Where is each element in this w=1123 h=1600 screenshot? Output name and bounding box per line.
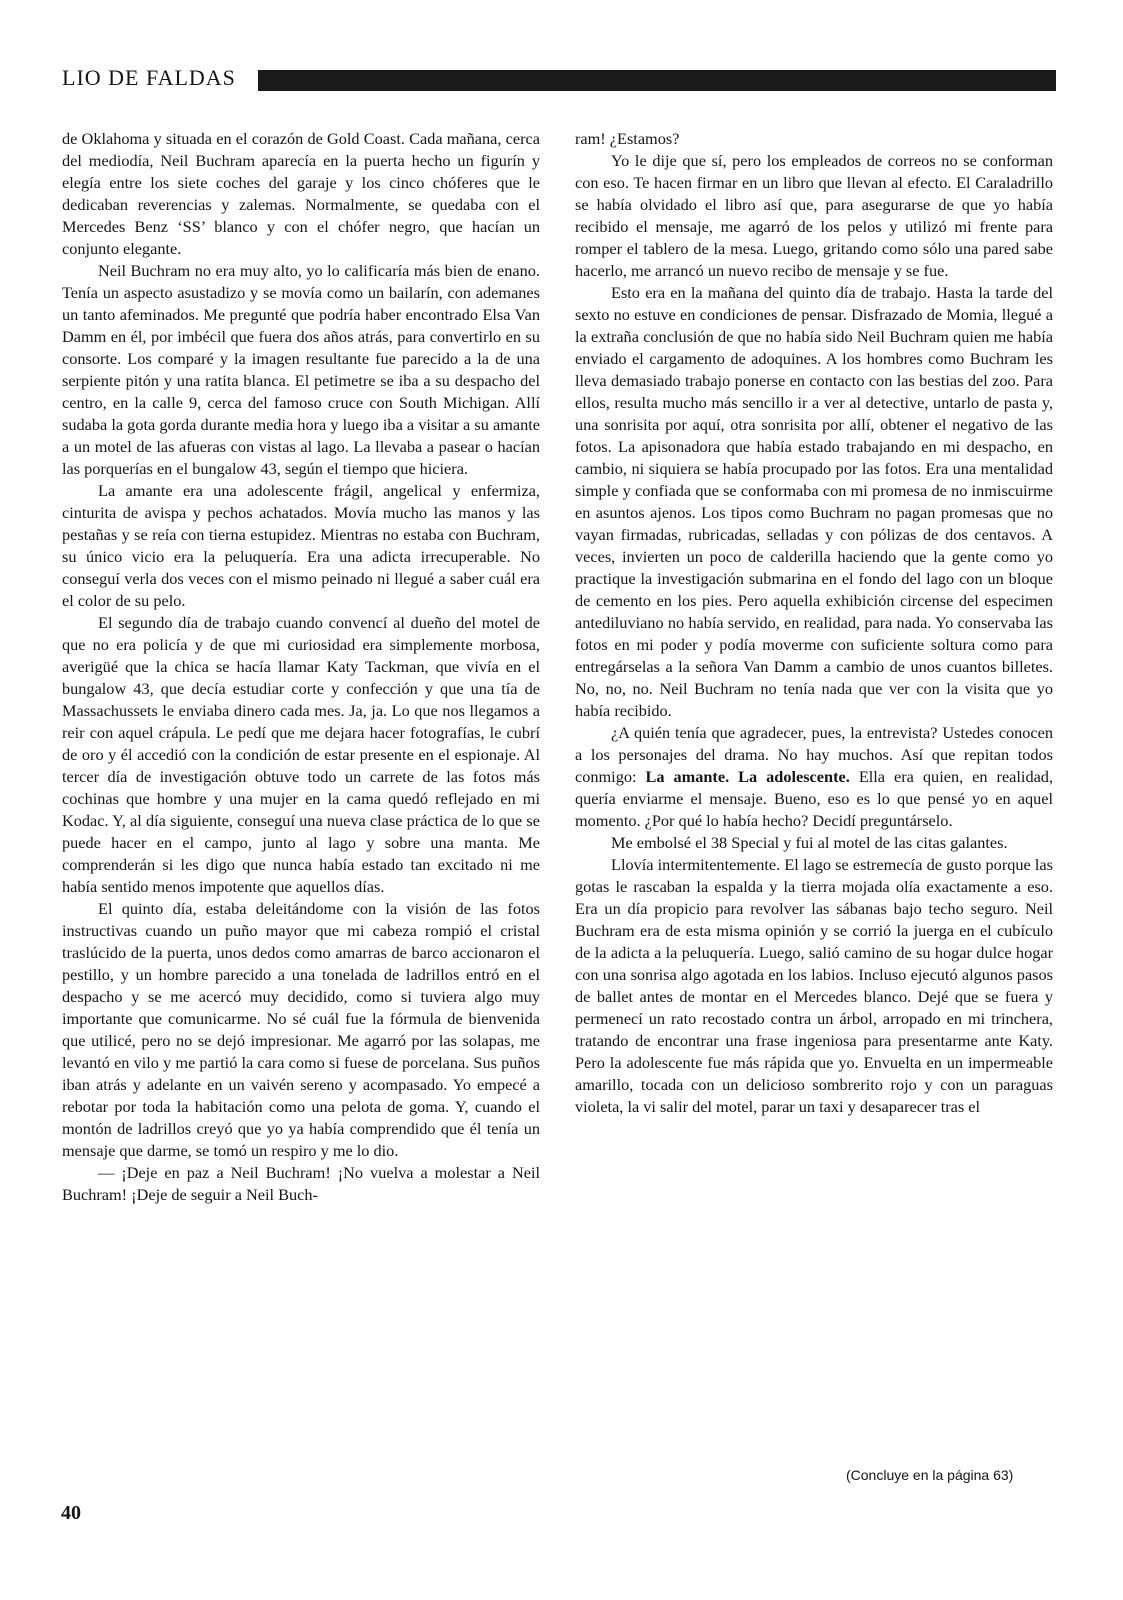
paragraph: Esto era en la mañana del quinto día de trabajo. Hasta la tarde del sexto no estuve en condiciones de pensar. Disfrazado de Momia, llegué a la extraña conclusión de que no había sido Neil Buchram quien me había enviado el cargamento de adoquines. A los hombres como Buchram les lleva demasiado trabajo ponerse en contacto con las bestias del zoo. Para ellos, resulta mucho más sencillo ir a ver al detective, untarlo de pasta y, una sonrisita por aquí, otra sonrisita por allí, obtener el negativo de las fotos. La apisonadora que había estado trabajando en mi despacho, en cambio, ni siquiera se había procupado por las fotos. Era una mentalidad simple y confiada que se conformaba con mi promesa de no inmiscuirme en asuntos ajenos. Los tipos como Buchram no pagan promesas que no vayan firmadas, rubricadas, selladas y con pólizas de dos centavos. A veces, invierten un poco de calderilla haciendo que la gente como yo practique la investigación submarina en el fondo del lago con un bloque de cemento en los pies. Pero aquella exhibición circense del especimen antediluviano no había servido, en realidad, para nada. Yo conservaba las fotos en mi poder y podía moverme con suficiente soltura como para entregárselas a la señora Van Damm a cambio de unos cuantos billetes. No, no, no. Neil Buchram no tenía nada que ver con la visita que yo había recibido. xyxy=(575,283,1053,720)
running-header xyxy=(62,64,1056,92)
paragraph: El quinto día, estaba deleitándome con la visión de las fotos instructivas cuando un puño mayor que mi cabeza rompió el cristal traslúcido de la puerta, unos dedos como amarras de barco accionaron el pestillo, y un hombre parecido a una tonelada de ladrillos entró en el despacho y se me acercó muy decidido, como si tuviera algo muy importante que comunicarme. No sé cuál fue la fórmula de bienvenida que utilicé, pero no se dejó impresionar. Me agarró por las solapas, me levantó en vilo y me partió la cara como si fuese de porcelana. Sus puños iban atrás y adelante en un vaivén sereno y acompasado. Yo empecé a rebotar por toda la habitación como una pelota de goma. Y, cuando el montón de ladrillos creyó que yo ya había comprendido que él tenía un mensaje que darme, se tomó un respiro y me lo dio. xyxy=(62,899,540,1160)
continuation-note: (Concluye en la página 63) xyxy=(846,1467,1014,1483)
paragraph-text: Ella era quien, en realidad, quería enviarme el mensaje. Bueno, eso es lo que pensé yo en aquel momento. ¿Por qué lo había hecho? Decidí preguntárselo. xyxy=(575,767,1054,830)
section-title: LIO DE FALDAS xyxy=(62,65,236,90)
paragraph: Llovía intermitentemente. El lago se estremecía de gusto porque las gotas le rascaban la espalda y la tierra mojada olía exactamente a eso. Era un día propicio para revolver las sábanas bajo techo seguro. Neil Buchram era de esta misma opinión y se corrió la juerga en el cubículo de la adicta a la peluquería. Luego, salió camino de su hogar dulce hogar con una sonrisa algo agotada en los labios. Incluso ejecutó algunos pasos de ballet antes de montar en el Mercedes blanco. Dejé que se fuera y permenecí un rato recostado contra un árbol, arropado en mi trinchera, tratando de encontrar una frase ingeniosa para presentarme ante Katy. Pero la adolescente fue más rápida que yo. Envuelta en un impermeable amarillo, tocada con un delicioso sombrerito rojo y con un paraguas violeta, la vi salir del motel, parar un taxi y desaparecer tras el xyxy=(575,855,1053,1116)
paragraph: Me embolsé el 38 Special y fui al motel de las citas galantes. xyxy=(611,833,1008,852)
paragraph: Neil Buchram no era muy alto, yo lo calificaría más bien de enano. Tenía un aspecto asustadizo y se movía como un bailarín, con ademanes un tanto afeminados. Me pregunté que podría haber encontrado Elsa Van Damm en él, por imbécil que fuera dos años atrás, para convertirlo en su consorte. Los comparé y la imagen resultante fue parecido a la de una serpiente pitón y una ratita blanca. El petimetre se iba a su despacho del centro, en la calle 9, cerca del famoso cruce con South Michigan. Allí sudaba la gota gorda durante media hora y luego iba a visitar a su amante a un motel de las afueras con vistas al lago. La llevaba a pasear o hacían las porquerías en el bungalow 43, según el tiempo que hiciera. xyxy=(62,261,540,478)
left-text-column xyxy=(62,128,540,1206)
paragraph: La amante era una adolescente frágil, angelical y enfermiza, cinturita de avispa y pechos achatados. Movía mucho las manos y las pestañas y se reía con tierna estupidez. Mientras no estaba con Buchram, su único vicio era la peluquería. Era una adicta irrecuperable. No conseguí verla dos veces con el mismo peinado ni llegué a saber cuál era el color de su pelo. xyxy=(62,481,540,610)
right-text-column xyxy=(575,128,1053,1118)
paragraph-text: ¿A quién tenía que agradecer, pues, la entrevista? Ustedes conocen a los personajes del drama. No hay muchos. Así que repitan todos conmigo: xyxy=(575,723,1053,786)
paragraph: de Oklahoma y situada en el corazón de Gold Coast. Cada mañana, cerca del mediodía, Neil Buchram aparecía en la puerta hecho un figurín y elegía entre los siete coches del garaje y los cinco chóferes que le dedicaban reverencias y zalemas. Normalmente, se quedaba con el Mercedes Benz ‘SS’ blanco y con el chófer negro, que hacían un conjunto elegante. xyxy=(62,129,540,258)
paragraph xyxy=(575,722,1053,832)
paragraph: El segundo día de trabajo cuando convencí al dueño del motel de que no era policía y de que mi curiosidad era simplemente morbosa, averigüé que la chica se hacía llamar Katy Tackman, que vivía en el bungalow 43, que decía estudiar corte y confección y que una tía de Massachussets le enviaba dinero cada mes. Ja, ja. Lo que nos llegamos a reir con aquel crápula. Le pedí que me dejara hacer fotografías, le cubrí de oro y él accedió con la condición de estar presente en el espionaje. Al tercer día de investigación obtuve todo un carrete de las fotos más cochinas que hombre y una mujer en la cama quedó reflejado en mi Kodac. Y, al día siguiente, conseguí una nueva clase práctica de lo que se puede hacer en el campo, junto al lago y sobre una manta. Me comprenderán si les digo que nunca había estado tan excitado ni me había sentido menos impotente que aquellos días. xyxy=(62,613,540,896)
paragraph: — ¡Deje en paz a Neil Buchram! ¡No vuelva a molestar a Neil Buchram! ¡Deje de seguir a Neil Buch- xyxy=(62,1163,540,1204)
paragraph: ram! ¿Estamos? xyxy=(575,129,680,148)
paragraph: Yo le dije que sí, pero los empleados de correos no se conforman con eso. Te hacen firmar en un libro que llevan al efecto. El Caraladrillo se había olvidado el libro así que, para asegurarse de que yo había recibido el mensaje, me agarró de los pelos y utilizó mi frente para romper el tablero de la mesa. Luego, gritando como sólo una pared sabe hacerlo, me arrancó un nuevo recibo de mensaje y se fue. xyxy=(575,151,1053,280)
bold-emphasis: La amante. La adolescente. xyxy=(645,767,850,786)
header-rule-bar xyxy=(258,70,1056,91)
page-number: 40 xyxy=(61,1502,81,1524)
